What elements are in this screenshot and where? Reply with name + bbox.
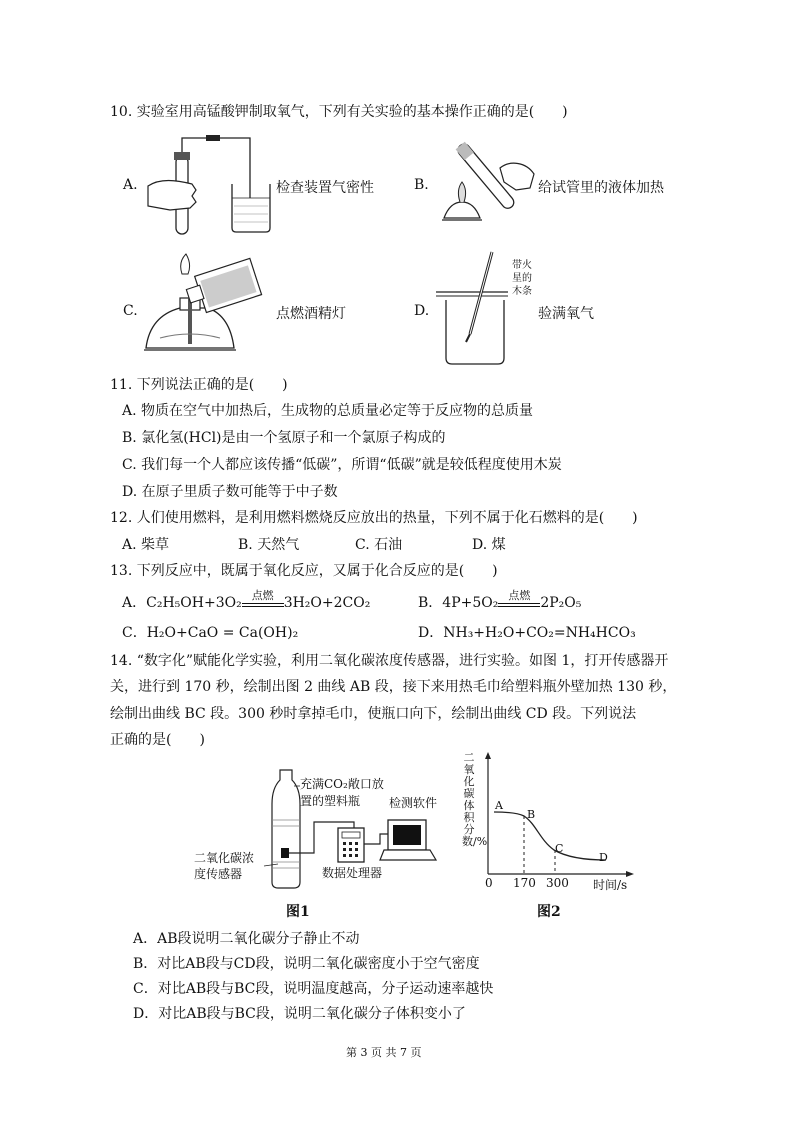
q12-stem: 12. 人们使用燃料，是利用燃料燃烧反应放出的热量，下列不属于化石燃料的是( ) [110,510,638,526]
co2-sensor-icon [281,848,289,858]
q10-d-stick-label-line1: 带火 [512,260,532,271]
q14-stem-line4: 正确的是( ) [110,732,205,748]
q10-option-d-letter: D. [414,303,430,319]
q10-d-stick-label [512,259,532,298]
fig2-xtick-300: 300 [546,876,569,890]
q10-d-stick-label-line2: 星的 [512,273,532,284]
fig2-xlabel: 时间/s [593,878,628,892]
fig1-bottle-label-line2: 置的塑料瓶 [300,794,361,808]
q12-option-b: B. 天然气 [238,537,300,553]
fig1-bottle-label-line1: 充满CO₂敞口放 [300,777,384,791]
q12-option-a: A. 柴草 [122,537,170,553]
airtight-check-apparatus-figure [140,128,280,238]
heating-liquid-figure [430,128,540,236]
fig2-curve-chart [478,750,638,880]
q14-option-b: B．对比AB段与CD段，说明二氧化碳密度小于空气密度 [133,956,480,972]
q13-option-d-text: NH₃+H₂O+CO₂=NH₄HCO₃ [443,625,636,641]
fig2-point-a: A [495,799,503,812]
q11-option-a: A. 物质在空气中加热后，生成物的总质量必定等于反应物的总质量 [122,403,534,419]
fig2-ylabel: 二氧化碳体积分数/% [462,751,488,848]
q10-option-a-letter: A. [123,177,138,193]
fig1-sensor-label [194,850,254,882]
q13-option-b-products: 2P₂O₅ [540,595,582,611]
fig1-software-label: 检测软件 [389,796,438,810]
q14-stem-line1: 14. “数字化”赋能化学实验，利用二氧化碳浓度传感器，进行实验。如图 1，打开传感器开 [110,653,669,669]
q10-d-stick-label-line3: 木条 [512,286,532,297]
q13-option-b-condition: 点燃 [508,589,531,602]
fig1-caption: 图1 [286,904,310,920]
q13-option-c-letter: C． [122,625,147,641]
q13-option-b [418,589,581,612]
q12-option-d: D. 煤 [472,537,506,553]
fig1-sensor-label-line2: 度传感器 [194,867,243,881]
q13-option-a-letter: A． [122,595,147,611]
fig1-bottle-label [300,776,384,810]
lighting-alcohol-lamp-figure [140,252,275,364]
q13-option-b-letter: B． [418,595,443,611]
q10-option-a-caption: 检查装置气密性 [276,180,374,196]
fig2-xtick-170: 170 [513,876,536,890]
q13-option-c-text: H₂O+CaO = Ca(OH)₂ [146,625,299,641]
q14-option-a: A．AB段说明二氧化碳分子静止不动 [133,931,360,947]
q10-option-c-caption: 点燃酒精灯 [276,306,346,322]
q13-option-a [122,589,370,612]
q11-option-c: C. 我们每一个人都应该传播“低碳”，所谓“低碳”就是较低程度使用木炭 [122,457,562,473]
q13-option-c [122,622,298,642]
q13-option-a-reactants: C₂H₅OH+3O₂ [146,595,242,611]
q13-option-d-letter: D． [418,625,444,641]
q13-stem: 13. 下列反应中，既属于氧化反应，又属于化合反应的是( ) [110,563,498,579]
q14-option-d: D．对比AB段与BC段，说明二氧化碳分子体积变小了 [133,1006,466,1022]
q13-option-a-arrow [242,589,284,611]
q14-option-c: C．对比AB段与BC段，说明温度越高，分子运动速率越快 [133,981,494,997]
fig1-processor-label: 数据处理器 [322,866,383,880]
page-footer: 第 3 页 共 7 页 [346,1046,422,1059]
q11-option-d: D. 在原子里质子数可能等于中子数 [122,484,338,500]
q10-option-b-caption: 给试管里的液体加热 [538,180,664,196]
q13-option-b-reactants: 4P+5O₂ [442,595,499,611]
fig2-caption: 图2 [537,904,561,920]
q10-option-b-letter: B. [414,177,429,193]
oxygen-fullness-test-figure [432,250,512,368]
q13-option-a-products: 3H₂O+2CO₂ [283,595,371,611]
q13-option-b-arrow [498,589,540,611]
fig2-point-c: C [555,842,564,855]
q10-option-c-letter: C. [123,303,138,319]
q13-option-d [418,622,636,642]
q12-option-c: C. 石油 [355,537,403,553]
fig1-sensor-label-line1: 二氧化碳浓 [194,851,255,865]
q11-stem: 11. 下列说法正确的是( ) [110,377,288,393]
fig2-xtick-0: 0 [485,876,493,890]
q13-option-a-condition: 点燃 [251,589,274,602]
q14-stem-line2: 关，进行到 170 秒，绘制出图 2 曲线 AB 段，接下来用热毛巾给塑料瓶外壁加热 130 秒， [110,679,677,695]
q10-stem: 10. 实验室用高锰酸钾制取氧气，下列有关实验的基本操作正确的是( ) [110,104,568,120]
q10-option-d-caption: 验满氧气 [538,306,594,322]
fig2-point-d: D [599,851,608,864]
q11-option-b: B. 氯化氢(HCl)是由一个氢原子和一个氯原子构成的 [122,430,446,446]
fig2-point-b: B [527,808,536,821]
q14-stem-line3: 绘制出曲线 BC 段。300 秒时拿掉毛巾，使瓶口向下，绘制出曲线 CD 段。下列说法 [110,706,637,722]
